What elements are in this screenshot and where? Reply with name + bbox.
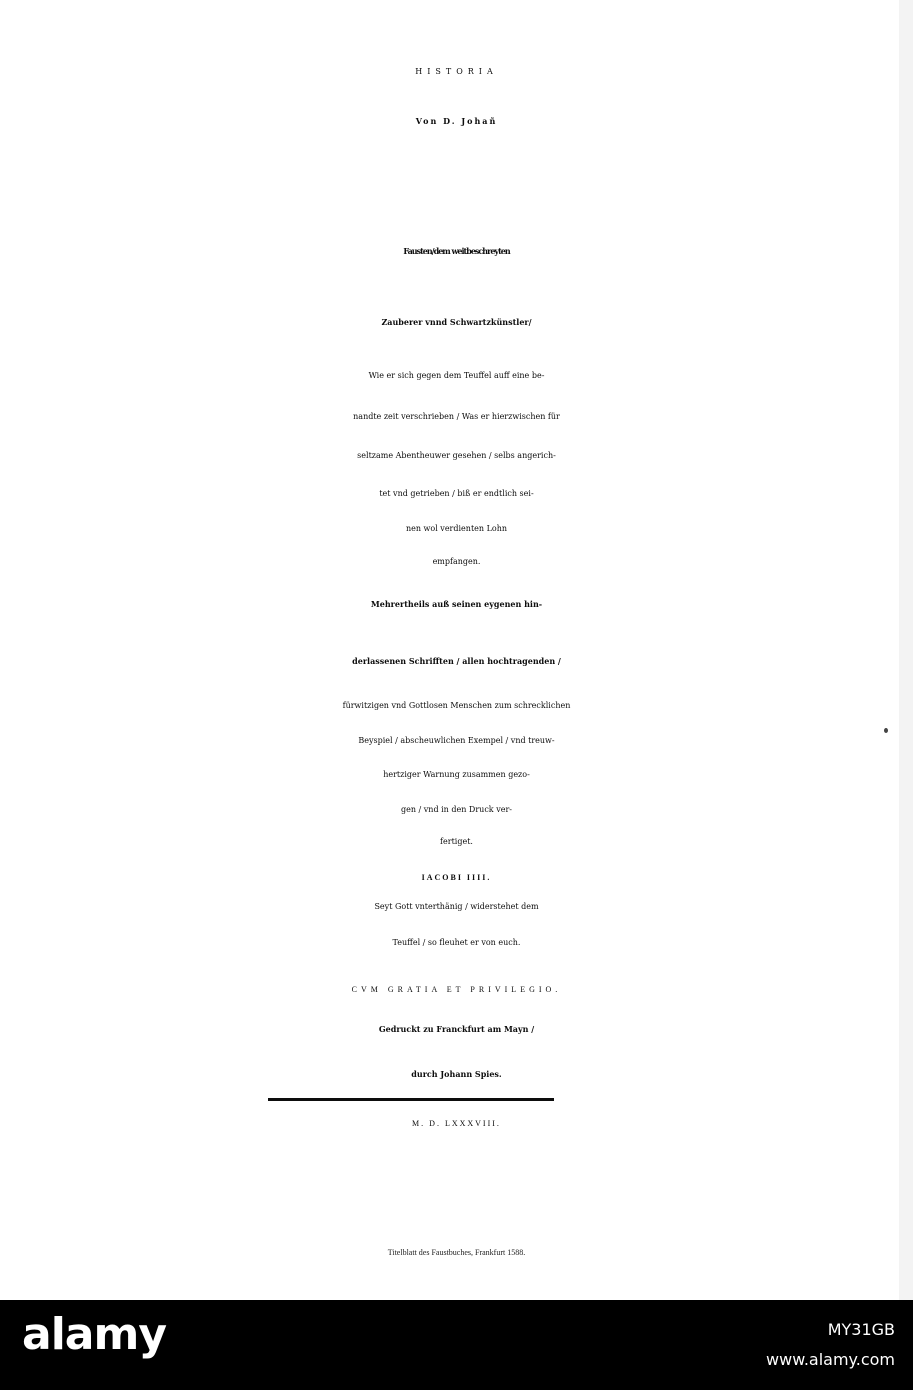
- scripture-quote-line: Seyt Gott vnterthänig / widerstehet dem: [374, 902, 539, 911]
- title-line-historia: HISTORIA: [415, 67, 498, 76]
- scripture-quote-line: Teuffel / so fleuhet er von euch.: [392, 938, 521, 947]
- text-line: nandte zeit verschrieben / Was er hierzwischen für: [353, 412, 560, 421]
- text-line: tet vnd getrieben / biß er endtlich sei-: [379, 489, 534, 498]
- text-line: nen wol verdienten Lohn: [405, 524, 508, 533]
- title-line-fausten: Fausten/dem weitbeschreyten: [403, 246, 510, 256]
- text-line: seltzame Abentheuwer gesehen / selbs angerich-: [357, 451, 556, 460]
- caption: Titelblatt des Faustbuches, Frankfurt 1588.: [387, 1248, 526, 1257]
- scripture-reference: IACOBI IIII.: [421, 873, 492, 882]
- text-line: Wie er sich gegen dem Teuffel auff eine be-: [368, 371, 545, 380]
- imprint-line: Gedruckt zu Franckfurt am Mayn /: [378, 1024, 535, 1034]
- title-line-von-johan: Von D. Johañ: [415, 116, 498, 126]
- privilege-line: CVM GRATIA ET PRIVILEGIO.: [351, 985, 562, 994]
- dust-speck: [884, 728, 888, 733]
- site-url: www.alamy.com: [766, 1350, 895, 1369]
- title-line-zauberer: Zauberer vnnd Schwartzkünstler/: [381, 317, 532, 327]
- text-line: hertziger Warnung zusammen gezo-: [383, 770, 530, 779]
- text-line: fürwitzigen vnd Gottlosen Menschen zum schrecklichen: [342, 701, 571, 710]
- text-line: fertiget.: [440, 837, 473, 846]
- divider-rule: [268, 1098, 554, 1101]
- text-line: empfangen.: [432, 557, 481, 566]
- text-line: gen / vnd in den Druck ver-: [401, 805, 512, 814]
- alamy-logo: alamy: [22, 1309, 166, 1360]
- text-line: Beyspiel / abscheuwlichen Exempel / vnd treuw-: [358, 736, 555, 745]
- printer-line: durch Johann Spies.: [411, 1069, 502, 1079]
- subtitle-line: Mehrertheils auß seinen eygenen hin-: [370, 599, 543, 609]
- image-id: MY31GB: [827, 1320, 895, 1339]
- subtitle-line: derlassenen Schrifften / allen hochtragenden /: [352, 656, 561, 666]
- date-line: M. D. LXXXVIII.: [412, 1119, 501, 1128]
- scan-edge-shadow: [899, 0, 913, 1300]
